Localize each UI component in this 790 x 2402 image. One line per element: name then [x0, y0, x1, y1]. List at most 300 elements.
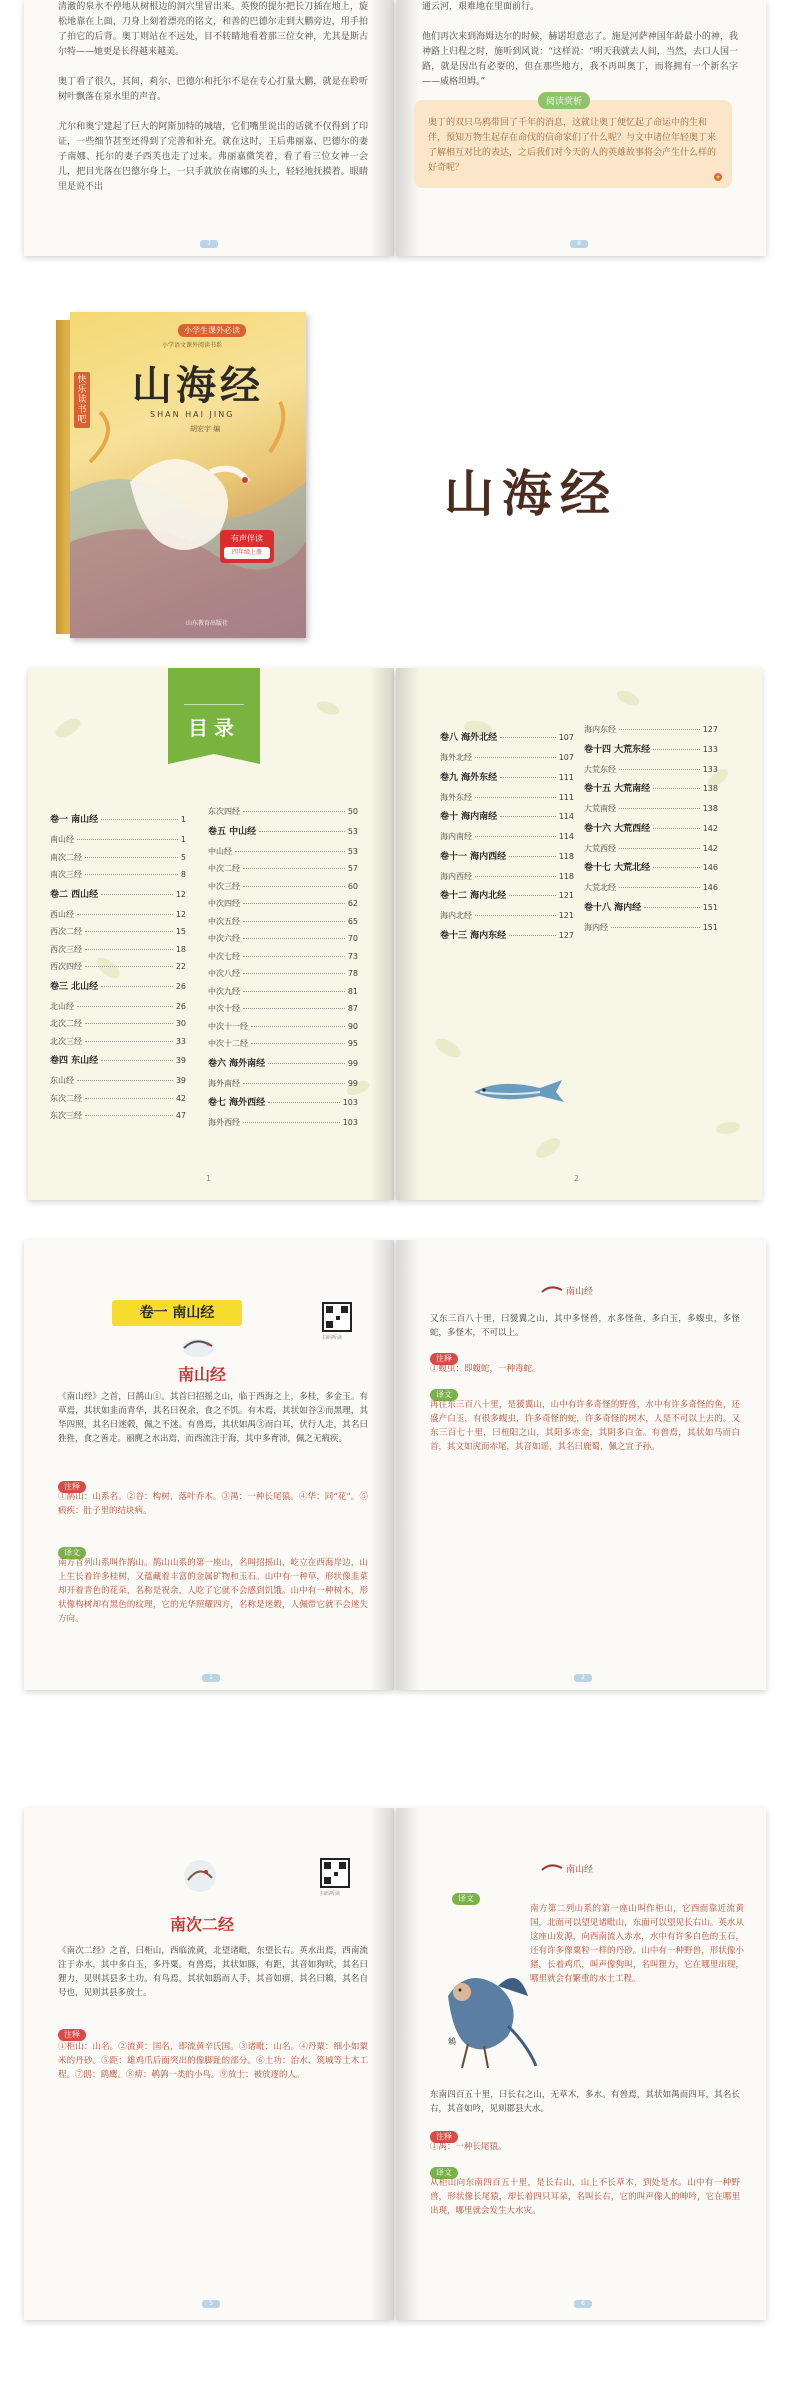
- chapter1-notes: ①鹊山：山系名。②谷：构树，落叶乔木。③禺：一种长尾猿。④华：同“花”。⑤瘕疾：肚子里的结块病。: [58, 1492, 368, 1516]
- toc-leader-dots: [235, 851, 345, 852]
- toc-entry-page: 33: [175, 1036, 186, 1046]
- toc-entry-name: 卷八 海外北经: [440, 733, 498, 743]
- toc-entry-page: 99: [347, 1058, 358, 1068]
- toc-leader-dots: [619, 808, 700, 809]
- cover-pinyin: SHAN HAI JING: [150, 410, 235, 419]
- toc-entry-page: 121: [558, 891, 574, 900]
- toc-entry-name: 大荒东经: [584, 764, 616, 774]
- toc-entry-page: 65: [347, 916, 358, 926]
- toc-entry-page: 90: [347, 1021, 358, 1031]
- toc-leader-dots: [475, 836, 556, 837]
- toc-entry-name: 大荒北经: [584, 883, 616, 892]
- toc-entry[interactable]: [208, 1095, 358, 1117]
- toc-entry-name: 海外东经: [440, 792, 472, 802]
- toc-leader-dots: [243, 921, 345, 922]
- toc-entry-page: 142: [702, 843, 718, 853]
- toc-entry[interactable]: [50, 979, 186, 1001]
- toc-entry-name: 东山经: [50, 1076, 74, 1085]
- toc-entry-name: 卷十七 大荒北经: [584, 863, 651, 873]
- toc-leader-dots: [85, 1023, 173, 1024]
- toc-entry-page: 47: [175, 1111, 186, 1120]
- toc-entry-name: 东次四经: [208, 807, 240, 816]
- spine-shadow: [370, 1240, 394, 1690]
- toc-entry-name: 海内经: [584, 922, 608, 932]
- reading-tip-label: 阅读赏析: [538, 92, 590, 109]
- toc-entry-page: 95: [347, 1039, 358, 1048]
- toc-column-2: [208, 806, 358, 1135]
- toc-entry[interactable]: [440, 752, 574, 770]
- toc-entry[interactable]: [584, 803, 718, 821]
- toc-entry[interactable]: [584, 860, 718, 882]
- toc-entry-name: 中次九经: [208, 986, 240, 996]
- toc-entry-name: 卷六 海外南经: [208, 1058, 266, 1069]
- toc-entry[interactable]: [208, 881, 358, 899]
- toc-entry-page: 111: [558, 772, 574, 782]
- toc-entry-page: 15: [175, 927, 186, 936]
- toc-entry-page: 138: [702, 804, 718, 813]
- toc-leader-dots: [653, 788, 700, 789]
- bird-label: 鴸: [448, 2037, 456, 2046]
- toc-entry[interactable]: [584, 900, 718, 922]
- toc-entry-page: 118: [558, 871, 574, 881]
- toc-entry[interactable]: [584, 882, 718, 900]
- toc-entry-page: 26: [175, 981, 186, 991]
- translation-tag: [452, 1886, 480, 1905]
- toc-entry-name: 海内南经: [440, 832, 472, 841]
- toc-page-number: 2: [574, 1174, 580, 1183]
- toc-entry-name: 卷十四 大荒东经: [584, 744, 651, 755]
- toc-entry[interactable]: [208, 933, 358, 951]
- toc-entry-name: 海内北经: [440, 911, 472, 920]
- toc-leader-dots: [475, 757, 556, 758]
- reading-tip-text: 奥丁的双只乌鸦带回了千年的消息，这就让奥丁便忆起了命运中的生和伴，预知万物生起存在命伐的信命家们了什么呢？与文中诸位年轻奥丁来了解相互对比的表达，之后我们对今天的人的英雄故事将会产生什么样的好奇呢？: [428, 118, 717, 173]
- toc-entry-page: 70: [347, 934, 358, 943]
- page-number: 6: [574, 2300, 592, 2308]
- creature-ornament-icon: [180, 1858, 220, 1894]
- story-left-page: [24, 0, 394, 256]
- toc-entry-page: 26: [175, 1001, 186, 1011]
- toc-leader-dots: [268, 1063, 345, 1064]
- toc-entry-page: 146: [702, 883, 718, 892]
- toc-entry-page: 53: [347, 846, 358, 856]
- toc-entry-name: 卷九 海外东经: [440, 772, 498, 783]
- toc-entry-name: 南次三经: [50, 870, 82, 879]
- audio-badge-label: 有声伴读: [231, 534, 263, 543]
- toc-entry-name: 中次十经: [208, 1004, 240, 1013]
- toc-leader-dots: [509, 856, 556, 857]
- toc-entry-name: 卷十二 海内北经: [440, 891, 507, 901]
- toc-leader-dots: [77, 914, 173, 915]
- qr-label: 扫码听读: [320, 1891, 341, 1897]
- toc-entry-name: 南次二经: [50, 852, 82, 862]
- toc-entry-name: 中次七经: [208, 951, 240, 961]
- translation-tag-label: 译文: [452, 1893, 480, 1905]
- toc-entry-name: 中次四经: [208, 899, 240, 908]
- toc-entry-page: 151: [702, 902, 718, 912]
- toc-entry-page: 12: [175, 889, 186, 899]
- toc-entry-name: 中次二经: [208, 864, 240, 873]
- toc-entry-page: 99: [347, 1078, 358, 1088]
- toc-entry-page: 133: [702, 744, 718, 754]
- toc-entry[interactable]: [440, 910, 574, 928]
- toc-leader-dots: [101, 819, 178, 820]
- toc-leader-dots: [243, 973, 345, 974]
- toc-entry[interactable]: [208, 806, 358, 824]
- toc-entry-name: 中山经: [208, 846, 232, 856]
- toc-entry-page: 142: [702, 823, 718, 833]
- toc-entry-name: 卷二 西山经: [50, 889, 99, 900]
- toc-leader-dots: [77, 1080, 173, 1081]
- toc-entry[interactable]: [50, 1018, 186, 1036]
- toc-entry[interactable]: [50, 1093, 186, 1111]
- toc-entry[interactable]: [208, 846, 358, 864]
- translation-tag-label: 译文: [58, 1547, 86, 1559]
- toc-entry-name: 中次十二经: [208, 1039, 248, 1048]
- note-tag: [58, 2022, 86, 2041]
- toc-leader-dots: [85, 874, 178, 875]
- toc-entry-page: 22: [175, 962, 186, 971]
- toc-title: 目录: [188, 716, 240, 740]
- toc-entry[interactable]: [208, 824, 358, 846]
- page-number: 7: [200, 240, 218, 248]
- toc-leader-dots: [243, 956, 345, 957]
- toc-column-3: [440, 730, 574, 950]
- toc-entry[interactable]: [208, 916, 358, 934]
- toc-entry-page: 18: [175, 944, 186, 954]
- toc-entry-page: 114: [558, 812, 574, 821]
- fish-icon: [470, 1070, 570, 1110]
- book-front: [70, 312, 306, 638]
- toc-leader-dots: [243, 1008, 345, 1009]
- toc-entry-page: 39: [175, 1056, 186, 1065]
- chapter2-right-paragraph: 东南四百五十里，曰长右之山，无草木，多水。有兽焉，其状如禺而四耳，其名长右，其音如吟，见则郡县大水。: [430, 2090, 740, 2114]
- toc-leader-dots: [77, 1006, 173, 1007]
- toc-leader-dots: [243, 938, 345, 939]
- story-right-text: 通云河，艰难地在里面前行。 他们再次来到海姆达尔的时候，赫诺坦意志了。施是河萨神国年龄最小的神，我神路上归程之时，施听到风说：“这样说：“明天我就去人间，当然，去口人国一路，就是因出有必要的，但在那些地方，我不再叫奥丁，而将拥有一个新名字——威格坦姆。”: [422, 2, 738, 87]
- toc-leader-dots: [85, 931, 173, 932]
- note-tag-label: 注释: [58, 1481, 86, 1493]
- toc-entry[interactable]: [208, 1117, 358, 1135]
- toc-leader-dots: [619, 729, 700, 730]
- toc-leader-dots: [101, 986, 173, 987]
- toc-leader-dots: [85, 966, 173, 967]
- toc-entry[interactable]: [440, 730, 574, 752]
- toc-leader-dots: [475, 915, 556, 916]
- toc-leader-dots: [653, 867, 700, 868]
- spine-shadow: [396, 1808, 420, 2320]
- toc-entry[interactable]: [584, 843, 718, 861]
- toc-leader-dots: [243, 903, 345, 904]
- toc-entry-page: 107: [558, 753, 574, 762]
- toc-entry-page: 30: [175, 1019, 186, 1028]
- bird-ornament-icon: [540, 1862, 564, 1876]
- toc-entry[interactable]: [50, 944, 186, 962]
- bird-ornament-icon: [178, 1332, 218, 1360]
- toc-entry[interactable]: [208, 898, 358, 916]
- toc-entry-name: 西次二经: [50, 927, 82, 936]
- toc-entry-page: 118: [558, 851, 574, 861]
- chapter1-right-page: [396, 1240, 766, 1690]
- toc-entry[interactable]: [208, 968, 358, 986]
- toc-entry[interactable]: [208, 1021, 358, 1039]
- cover-spine-label: 快乐读书吧: [74, 372, 90, 428]
- toc-leader-dots: [243, 811, 345, 812]
- translation-tag-label: 译文: [430, 2167, 458, 2179]
- toc-entry-name: 海外北经: [440, 753, 472, 762]
- toc-entry-name: 中次八经: [208, 969, 240, 978]
- cover-author: 胡宏宇 编: [190, 425, 221, 433]
- cover-subtitle: 小学语文课外阅读书系: [162, 342, 223, 349]
- note-tag-label: 注释: [430, 2131, 458, 2143]
- chapter2-translation: 南方第二列山系的第一座山叫作柜山，它西面靠近流黄国，北面可以望见诸毗山，东面可以望见长右山。英水从这座山发源，向西南流入赤水，水中有许多白色的玉石，还有许多像粟粒一样的丹砂。山中有一种野兽，形状像小猪，长着鸡爪，叫声像狗叫，名叫狸力，它在哪里出现，哪里就会有繁重的水土工程。: [530, 1904, 744, 1984]
- toc-entry[interactable]: [584, 821, 718, 843]
- toc-entry-name: 卷十八 海内经: [584, 902, 642, 913]
- toc-entry[interactable]: [208, 986, 358, 1004]
- toc-entry[interactable]: [440, 849, 574, 871]
- toc-entry-page: 8: [180, 870, 186, 879]
- toc-entry[interactable]: [584, 724, 718, 742]
- toc-entry-name: 西山经: [50, 909, 74, 919]
- toc-leader-dots: [85, 949, 173, 950]
- running-head: 南山经: [566, 1287, 594, 1297]
- toc-entry[interactable]: [208, 1038, 358, 1056]
- toc-entry-page: 53: [347, 826, 358, 836]
- audio-badge: [220, 530, 274, 563]
- toc-entry[interactable]: [50, 926, 186, 944]
- toc-entry[interactable]: [208, 951, 358, 969]
- toc-leader-dots: [77, 839, 178, 840]
- toc-leader-dots: [251, 1043, 345, 1044]
- toc-entry-name: 卷一 南山经: [50, 815, 99, 825]
- toc-entry-name: 北次二经: [50, 1019, 82, 1028]
- reading-tip-box: [414, 97, 732, 188]
- toc-entry[interactable]: [584, 781, 718, 803]
- story-left-text: 清澈的泉水不停地从树根边的洞穴里冒出来。英俊的提尔把长刀插在地上，旋松地靠在上面，刀身上刻着漂亮的铭文，和善的巴德尔走到大鹏旁边，用手拍了拍它的后背。奥丁则站在不远处，目不转睛地看着那三位女神，尤其是斯古尔特——她更是长得越来越美。 奥丁看了很久，其间，莉尔、巴德尔和托尔不是在专心打量大鹏，就是在聆听树叶飘落在泉水里的声音。 尤尔和奥宁建起了巨大的阿斯加特的城墙，它们嘴里说出的话就不仅得到了印证，一些细节甚至还得到了完善和补充。就在这时，王后弗丽嘉、巴德尔的妻子南娜、托尔的妻子西芙也走了过来。弗丽嘉微笑着，看了看三位女神一会儿，把目光落在巴德尔身上，一只手就放在南娜的头上，轻轻地抚摸着。眼睛里是说不出: [58, 2, 368, 192]
- toc-leader-dots: [85, 857, 178, 858]
- toc-entry-page: 127: [702, 725, 718, 734]
- toc-entry[interactable]: [50, 852, 186, 870]
- toc-entry-page: 87: [347, 1004, 358, 1013]
- toc-entry-name: 海外西经: [208, 1118, 240, 1127]
- cover-title: 山海经: [132, 362, 264, 409]
- toc-entry[interactable]: [440, 809, 574, 831]
- toc-entry-page: 62: [347, 899, 358, 908]
- toc-entry-page: 81: [347, 986, 358, 996]
- toc-entry-name: 东次二经: [50, 1093, 82, 1103]
- toc-entry-page: 12: [175, 909, 186, 919]
- toc-leader-dots: [611, 927, 700, 928]
- toc-entry[interactable]: [584, 922, 718, 940]
- toc-entry-name: 卷十三 海内东经: [440, 930, 507, 941]
- note-tag-label: 注释: [430, 1353, 458, 1365]
- toc-entry[interactable]: [50, 1110, 186, 1128]
- toc-entry-page: 73: [347, 951, 358, 961]
- toc-entry-name: 东次三经: [50, 1111, 82, 1120]
- toc-leader-dots: [509, 935, 556, 936]
- toc-entry[interactable]: [50, 1001, 186, 1019]
- book-cover: [56, 312, 306, 638]
- toc-entry-page: 1: [180, 835, 186, 844]
- toc-leader-dots: [619, 848, 700, 849]
- toc-entry-page: 103: [342, 1098, 358, 1107]
- chapter-banner: 卷一 南山经: [112, 1300, 242, 1326]
- toc-entry-page: 78: [347, 969, 358, 978]
- toc-entry-name: 卷十六 大荒西经: [584, 823, 651, 834]
- toc-entry-page: 133: [702, 764, 718, 774]
- toc-leader-dots: [259, 831, 345, 832]
- chapter-title: 南次二经: [170, 1915, 235, 1934]
- toc-leader-dots: [475, 876, 556, 877]
- toc-entry-page: 57: [347, 864, 358, 873]
- toc-leader-dots: [85, 1115, 173, 1116]
- page-number: 2: [574, 1674, 592, 1682]
- toc-entry-name: 海内西经: [440, 871, 472, 881]
- toc-entry[interactable]: [584, 764, 718, 782]
- toc-entry[interactable]: [440, 770, 574, 792]
- toc-leader-dots: [475, 797, 556, 798]
- toc-entry-name: 卷十 海内南经: [440, 812, 498, 822]
- toc-leader-dots: [653, 828, 700, 829]
- toc-leader-dots: [243, 1083, 345, 1084]
- toc-entry-name: 卷三 北山经: [50, 981, 99, 992]
- toc-entry[interactable]: [440, 831, 574, 849]
- toc-leader-dots: [85, 1098, 173, 1099]
- chapter2-paragraph: 《南次二经》之首，曰柜山，西临流黄，北望诸毗，东望长右。英水出焉，西南流注于赤水，其中多白玉，多丹粟。有兽焉，其状如豚，有距，其音如狗吠，其名曰狸力，见则其县多土功。有鸟焉，其状如鸱而人手，其音如痹，其名曰鴸，其名自号也，见则其县多放士。: [58, 1946, 368, 1998]
- chapter-title: 南山经: [178, 1365, 227, 1384]
- toc-entry[interactable]: [440, 888, 574, 910]
- chapter1-right-notes: ①蝮虫：即蝮蛇，一种毒蛇。: [430, 1364, 541, 1374]
- toc-leader-dots: [509, 895, 556, 896]
- toc-entry-page: 50: [347, 807, 358, 816]
- toc-entry-name: 西次四经: [50, 962, 82, 971]
- book-spine: [56, 320, 70, 634]
- toc-leader-dots: [619, 769, 700, 770]
- toc-entry-name: 卷七 海外西经: [208, 1098, 266, 1108]
- toc-entry-page: 151: [702, 922, 718, 932]
- toc-entry[interactable]: [208, 1003, 358, 1021]
- toc-entry-name: 卷十一 海内西经: [440, 851, 507, 862]
- toc-leader-dots: [500, 816, 556, 817]
- chapter2-right-translation: 从柜山向东南四百五十里，是长右山，山上不长草木，到处是水。山中有一种野兽，形状像长尾猿，却长着四只耳朵，名叫长右，它的叫声像人的呻吟，它在哪里出现，哪里就会发生大水灾。: [430, 2178, 740, 2216]
- toc-entry[interactable]: [50, 869, 186, 887]
- qr-label: 扫码听读: [322, 1335, 343, 1341]
- toc-entry-page: 1: [180, 815, 186, 824]
- toc-entry[interactable]: [50, 909, 186, 927]
- toc-entry[interactable]: [50, 961, 186, 979]
- toc-entry[interactable]: [440, 792, 574, 810]
- spine-shadow: [370, 0, 394, 256]
- cover-publisher: 山东教育出版社: [186, 620, 229, 627]
- bird-ornament-icon: [540, 1284, 564, 1298]
- qr-code-icon[interactable]: [320, 1858, 350, 1888]
- toc-leader-dots: [243, 1122, 340, 1123]
- toc-leader-dots: [101, 894, 173, 895]
- page-number: 8: [570, 240, 588, 248]
- toc-entry[interactable]: [208, 1078, 358, 1096]
- spine-shadow: [370, 1808, 394, 2320]
- toc-entry-page: 114: [558, 832, 574, 841]
- toc-leader-dots: [268, 1102, 340, 1103]
- running-head: 南山经: [566, 1865, 594, 1875]
- toc-entry-page: 5: [180, 852, 186, 862]
- toc-entry[interactable]: [440, 871, 574, 889]
- toc-entry-name: 西次三经: [50, 944, 82, 954]
- note-tag-label: 注释: [58, 2029, 86, 2041]
- toc-entry-name: 南山经: [50, 835, 74, 844]
- toc-entry-page: 103: [342, 1118, 358, 1127]
- flower-icon: [710, 170, 726, 184]
- toc-entry[interactable]: [208, 863, 358, 881]
- toc-page-number: 1: [206, 1174, 212, 1183]
- toc-entry[interactable]: [50, 1053, 186, 1075]
- toc-leader-dots: [243, 991, 345, 992]
- toc-entry-name: 卷五 中山经: [208, 826, 257, 837]
- toc-leader-dots: [619, 887, 700, 888]
- big-title: 山海经: [444, 465, 618, 523]
- toc-entry-name: 海外南经: [208, 1078, 240, 1088]
- toc-entry[interactable]: [440, 928, 574, 950]
- toc-entry[interactable]: [50, 1036, 186, 1054]
- toc-entry-page: 42: [175, 1093, 186, 1103]
- toc-leader-dots: [243, 886, 345, 887]
- toc-entry-name: 中次六经: [208, 934, 240, 943]
- toc-column-4: [584, 724, 718, 939]
- toc-entry-name: 中次三经: [208, 881, 240, 891]
- chapter1-paragraph: 《南山经》之首，曰鹊山①。其首曰招摇之山，临于西海之上，多桂，多金玉。有草焉，其状如韭而青华，其名曰祝余，食之不饥。有木焉，其状如谷②而黑理，其华四照，其名曰迷榖，佩之不迷。有兽焉，其状如禺③而白耳，伏行人走，其名曰狌狌，食之善走。丽麂之水出焉，而西流注于海，其中多育沛，佩之无瘕疾。: [58, 1392, 368, 1444]
- toc-entry-page: 138: [702, 784, 718, 793]
- toc-leader-dots: [243, 868, 345, 869]
- toc-entry[interactable]: [584, 742, 718, 764]
- toc-entry-page: 146: [702, 863, 718, 872]
- cover-series: 小学生课外必读: [178, 324, 246, 337]
- toc-entry-name: 北次三经: [50, 1036, 82, 1046]
- ribbon-ornament: [184, 684, 244, 705]
- toc-entry-page: 60: [347, 881, 358, 891]
- toc-entry-name: 卷四 东山经: [50, 1056, 99, 1066]
- toc-entry-name: 北山经: [50, 1001, 74, 1011]
- toc-entry-page: 121: [558, 911, 574, 920]
- toc-entry[interactable]: [50, 887, 186, 909]
- audio-badge-grade: 四年级上册: [224, 547, 270, 559]
- chapter1-right-translation: 再往东三百八十里，是猨翼山，山中有许多奇怪的野兽，水中有许多奇怪的鱼，还盛产白玉，有很多蝮虫，许多奇怪的蛇，许多奇怪的树木，人是不可以上去的。又东三百七十里，曰杻阳之山，其阳多赤金，其阴多白金。有兽焉，其状如马而白首，其文如虎而赤尾，其音如谣，其名曰鹿蜀，佩之宜子孙。: [430, 1400, 740, 1452]
- toc-entry[interactable]: [50, 834, 186, 852]
- toc-entry[interactable]: [208, 1056, 358, 1078]
- toc-leader-dots: [500, 737, 556, 738]
- toc-leader-dots: [653, 749, 700, 750]
- qr-code-icon[interactable]: [322, 1302, 352, 1332]
- toc-entry-page: 111: [558, 792, 574, 802]
- chapter2-notes: ①柜山：山名。②流黄：国名，即流黄辛氏国。③诸毗：山名。④丹粟：细小如粟米的丹砂。⑤距：雄鸡爪后面突出的像脚趾的部分。⑥土功：治水、筑城等土木工程。⑦鸱：鹞鹰。⑧痹：鹌鹑一类的小鸟。⑨放士：被放逐的人。: [58, 2042, 368, 2080]
- toc-leader-dots: [251, 1026, 345, 1027]
- toc-leader-dots: [85, 1041, 173, 1042]
- toc-entry-page: 127: [558, 930, 574, 940]
- toc-entry-page: 39: [175, 1076, 186, 1085]
- toc-entry-name: 大荒南经: [584, 804, 616, 813]
- toc-leader-dots: [644, 907, 700, 908]
- toc-entry-name: 大荒西经: [584, 843, 616, 853]
- chapter2-right-notes: ①禺：一种长尾猿。: [430, 2142, 507, 2152]
- toc-ribbon: [168, 668, 260, 754]
- toc-entry-name: 中次十一经: [208, 1021, 248, 1031]
- toc-entry-name: 卷十五 大荒南经: [584, 784, 651, 794]
- toc-entry[interactable]: [50, 812, 186, 834]
- toc-entry[interactable]: [50, 1075, 186, 1093]
- toc-entry-page: 107: [558, 733, 574, 742]
- toc-entry-name: 海内东经: [584, 725, 616, 734]
- toc-entry-name: 中次五经: [208, 916, 240, 926]
- zhu-bird-illustration: [428, 1956, 538, 2076]
- toc-leader-dots: [500, 777, 556, 778]
